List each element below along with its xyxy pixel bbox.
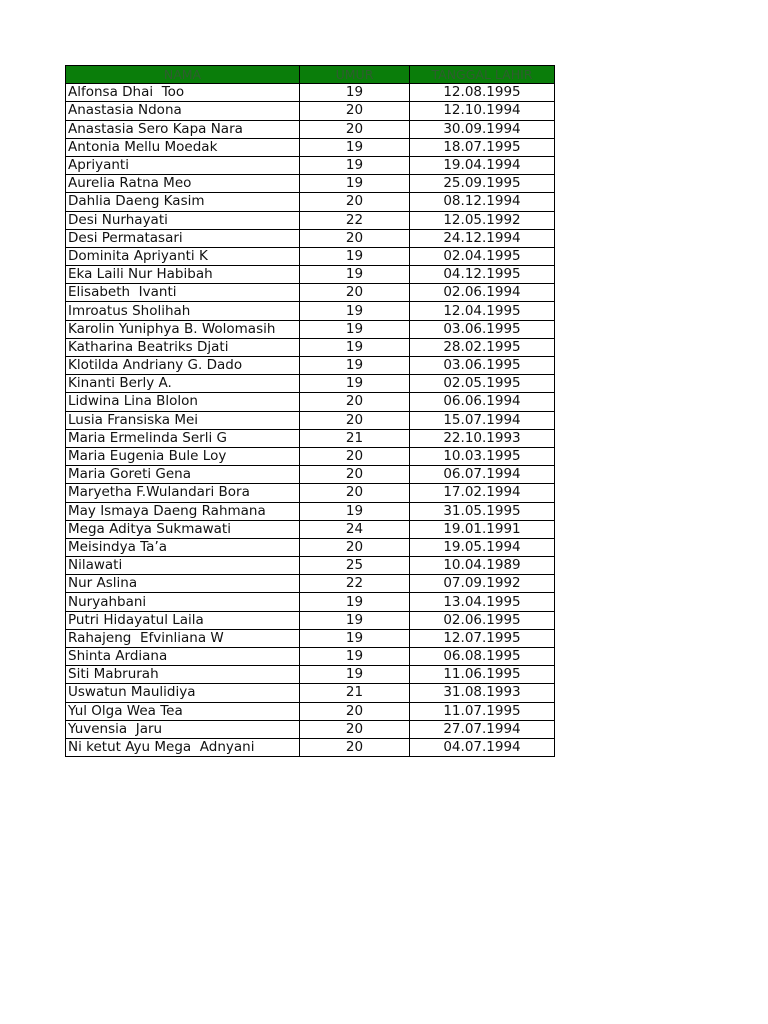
- umur-cell: 21: [300, 429, 410, 447]
- table-row: [66, 120, 555, 138]
- tanggal-lahir-cell: 10.04.1989: [410, 557, 555, 575]
- tanggal-lahir-cell: 11.07.1995: [410, 702, 555, 720]
- nama-cell: Putri Hidayatul Laila: [66, 611, 300, 629]
- nama-cell: Katharina Beatriks Djati: [66, 338, 300, 356]
- tanggal-lahir-cell: 02.05.1995: [410, 375, 555, 393]
- umur-cell: 20: [300, 411, 410, 429]
- tanggal-lahir-cell: 06.06.1994: [410, 393, 555, 411]
- nama-cell: Anastasia Ndona: [66, 102, 300, 120]
- umur-cell: 19: [300, 375, 410, 393]
- umur-cell: 19: [300, 611, 410, 629]
- tanggal-lahir-cell: 13.04.1995: [410, 593, 555, 611]
- table-row: [66, 684, 555, 702]
- umur-cell: 20: [300, 720, 410, 738]
- umur-cell: 19: [300, 502, 410, 520]
- tanggal-lahir-cell: 07.09.1992: [410, 575, 555, 593]
- umur-cell: 19: [300, 175, 410, 193]
- umur-cell: 19: [300, 357, 410, 375]
- table-row: [66, 320, 555, 338]
- nama-cell: Nilawati: [66, 557, 300, 575]
- table-row: [66, 393, 555, 411]
- nama-cell: Lidwina Lina Blolon: [66, 393, 300, 411]
- umur-cell: 19: [300, 138, 410, 156]
- umur-cell: 19: [300, 266, 410, 284]
- nama-cell: Lusia Fransiska Mei: [66, 411, 300, 429]
- umur-cell: 20: [300, 466, 410, 484]
- tanggal-lahir-cell: 06.07.1994: [410, 466, 555, 484]
- nama-cell: Eka Laili Nur Habibah: [66, 266, 300, 284]
- nama-cell: Imroatus Sholihah: [66, 302, 300, 320]
- tanggal-lahir-cell: 06.08.1995: [410, 648, 555, 666]
- table-row: [66, 375, 555, 393]
- nama-cell: Nuryahbani: [66, 593, 300, 611]
- nama-cell: Shinta Ardiana: [66, 648, 300, 666]
- table-row: [66, 284, 555, 302]
- tanggal-lahir-cell: 12.07.1995: [410, 629, 555, 647]
- table-row: [66, 156, 555, 174]
- umur-cell: 20: [300, 538, 410, 556]
- umur-cell: 20: [300, 393, 410, 411]
- nama-cell: Apriyanti: [66, 156, 300, 174]
- umur-cell: 19: [300, 84, 410, 102]
- table-row: [66, 411, 555, 429]
- table-row: [66, 575, 555, 593]
- umur-cell: 20: [300, 484, 410, 502]
- nama-cell: Uswatun Maulidiya: [66, 684, 300, 702]
- tanggal-lahir-cell: 27.07.1994: [410, 720, 555, 738]
- nama-cell: Kinanti Berly A.: [66, 375, 300, 393]
- nama-cell: Desi Nurhayati: [66, 211, 300, 229]
- table-row: [66, 357, 555, 375]
- tanggal-lahir-cell: 08.12.1994: [410, 193, 555, 211]
- tanggal-lahir-cell: 15.07.1994: [410, 411, 555, 429]
- umur-cell: 20: [300, 102, 410, 120]
- umur-cell: 20: [300, 229, 410, 247]
- nama-cell: Antonia Mellu Moedak: [66, 138, 300, 156]
- umur-cell: 22: [300, 211, 410, 229]
- nama-cell: May Ismaya Daeng Rahmana: [66, 502, 300, 520]
- nama-cell: Maria Ermelinda Serli G: [66, 429, 300, 447]
- tanggal-lahir-cell: 22.10.1993: [410, 429, 555, 447]
- table-row: [66, 193, 555, 211]
- umur-cell: 25: [300, 557, 410, 575]
- header-nama: NAMA: [66, 66, 300, 84]
- table-row: [66, 557, 555, 575]
- umur-cell: 19: [300, 338, 410, 356]
- table-row: [66, 702, 555, 720]
- tanggal-lahir-cell: 24.12.1994: [410, 229, 555, 247]
- header-row: [66, 66, 555, 84]
- tanggal-lahir-cell: 02.06.1995: [410, 611, 555, 629]
- nama-cell: Elisabeth Ivanti: [66, 284, 300, 302]
- nama-cell: Alfonsa Dhai Too: [66, 84, 300, 102]
- table-row: [66, 484, 555, 502]
- tanggal-lahir-cell: 18.07.1995: [410, 138, 555, 156]
- tanggal-lahir-cell: 19.04.1994: [410, 156, 555, 174]
- nama-cell: Ni ketut Ayu Mega Adnyani: [66, 738, 300, 756]
- umur-cell: 20: [300, 193, 410, 211]
- tanggal-lahir-cell: 31.08.1993: [410, 684, 555, 702]
- nama-cell: Maria Eugenia Bule Loy: [66, 447, 300, 465]
- tanggal-lahir-cell: 04.12.1995: [410, 266, 555, 284]
- tanggal-lahir-cell: 12.10.1994: [410, 102, 555, 120]
- table-row: [66, 648, 555, 666]
- table-row: [66, 338, 555, 356]
- table-row: [66, 138, 555, 156]
- tanggal-lahir-cell: 31.05.1995: [410, 502, 555, 520]
- header-umur: UMUR: [300, 66, 410, 84]
- tanggal-lahir-cell: 04.07.1994: [410, 738, 555, 756]
- nama-cell: Karolin Yuniphya B. Wolomasih: [66, 320, 300, 338]
- nama-cell: Maryetha F.Wulandari Bora: [66, 484, 300, 502]
- tanggal-lahir-cell: 02.04.1995: [410, 247, 555, 265]
- tanggal-lahir-cell: 03.06.1995: [410, 357, 555, 375]
- umur-cell: 19: [300, 648, 410, 666]
- student-table: [65, 65, 555, 757]
- table-row: [66, 302, 555, 320]
- nama-cell: Yul Olga Wea Tea: [66, 702, 300, 720]
- nama-cell: Maria Goreti Gena: [66, 466, 300, 484]
- table-row: [66, 466, 555, 484]
- tanggal-lahir-cell: 12.05.1992: [410, 211, 555, 229]
- table-row: [66, 611, 555, 629]
- tanggal-lahir-cell: 10.03.1995: [410, 447, 555, 465]
- tanggal-lahir-cell: 19.01.1991: [410, 520, 555, 538]
- tanggal-lahir-cell: 28.02.1995: [410, 338, 555, 356]
- nama-cell: Desi Permatasari: [66, 229, 300, 247]
- nama-cell: Dahlia Daeng Kasim: [66, 193, 300, 211]
- tanggal-lahir-cell: 12.04.1995: [410, 302, 555, 320]
- table-header: [66, 66, 555, 84]
- nama-cell: Rahajeng Efvinliana W: [66, 629, 300, 647]
- table-row: [66, 738, 555, 756]
- table-row: [66, 593, 555, 611]
- nama-cell: Mega Aditya Sukmawati: [66, 520, 300, 538]
- umur-cell: 24: [300, 520, 410, 538]
- table-row: [66, 247, 555, 265]
- umur-cell: 21: [300, 684, 410, 702]
- header-tanggal-lahir: TANGGAL LAHIR: [410, 66, 555, 84]
- umur-cell: 19: [300, 320, 410, 338]
- nama-cell: Nur Aslina: [66, 575, 300, 593]
- umur-cell: 22: [300, 575, 410, 593]
- table-row: [66, 447, 555, 465]
- table-row: [66, 229, 555, 247]
- umur-cell: 19: [300, 302, 410, 320]
- table-row: [66, 266, 555, 284]
- table-row: [66, 429, 555, 447]
- umur-cell: 19: [300, 247, 410, 265]
- tanggal-lahir-cell: 03.06.1995: [410, 320, 555, 338]
- nama-cell: Anastasia Sero Kapa Nara: [66, 120, 300, 138]
- umur-cell: 19: [300, 666, 410, 684]
- table-row: [66, 629, 555, 647]
- table-row: [66, 502, 555, 520]
- tanggal-lahir-cell: 12.08.1995: [410, 84, 555, 102]
- tanggal-lahir-cell: 17.02.1994: [410, 484, 555, 502]
- table-row: [66, 720, 555, 738]
- nama-cell: Aurelia Ratna Meo: [66, 175, 300, 193]
- table-row: [66, 666, 555, 684]
- nama-cell: Meisindya Ta’a: [66, 538, 300, 556]
- umur-cell: 20: [300, 738, 410, 756]
- nama-cell: Yuvensia Jaru: [66, 720, 300, 738]
- umur-cell: 19: [300, 593, 410, 611]
- tanggal-lahir-cell: 19.05.1994: [410, 538, 555, 556]
- tanggal-lahir-cell: 02.06.1994: [410, 284, 555, 302]
- nama-cell: Dominita Apriyanti K: [66, 247, 300, 265]
- table-row: [66, 175, 555, 193]
- umur-cell: 19: [300, 629, 410, 647]
- umur-cell: 20: [300, 284, 410, 302]
- table-row: [66, 102, 555, 120]
- tanggal-lahir-cell: 25.09.1995: [410, 175, 555, 193]
- umur-cell: 20: [300, 447, 410, 465]
- table-row: [66, 520, 555, 538]
- tanggal-lahir-cell: 11.06.1995: [410, 666, 555, 684]
- table-body: [66, 84, 555, 757]
- tanggal-lahir-cell: 30.09.1994: [410, 120, 555, 138]
- table-row: [66, 538, 555, 556]
- umur-cell: 19: [300, 156, 410, 174]
- table-row: [66, 84, 555, 102]
- nama-cell: Siti Mabrurah: [66, 666, 300, 684]
- umur-cell: 20: [300, 702, 410, 720]
- nama-cell: Klotilda Andriany G. Dado: [66, 357, 300, 375]
- table-row: [66, 211, 555, 229]
- umur-cell: 20: [300, 120, 410, 138]
